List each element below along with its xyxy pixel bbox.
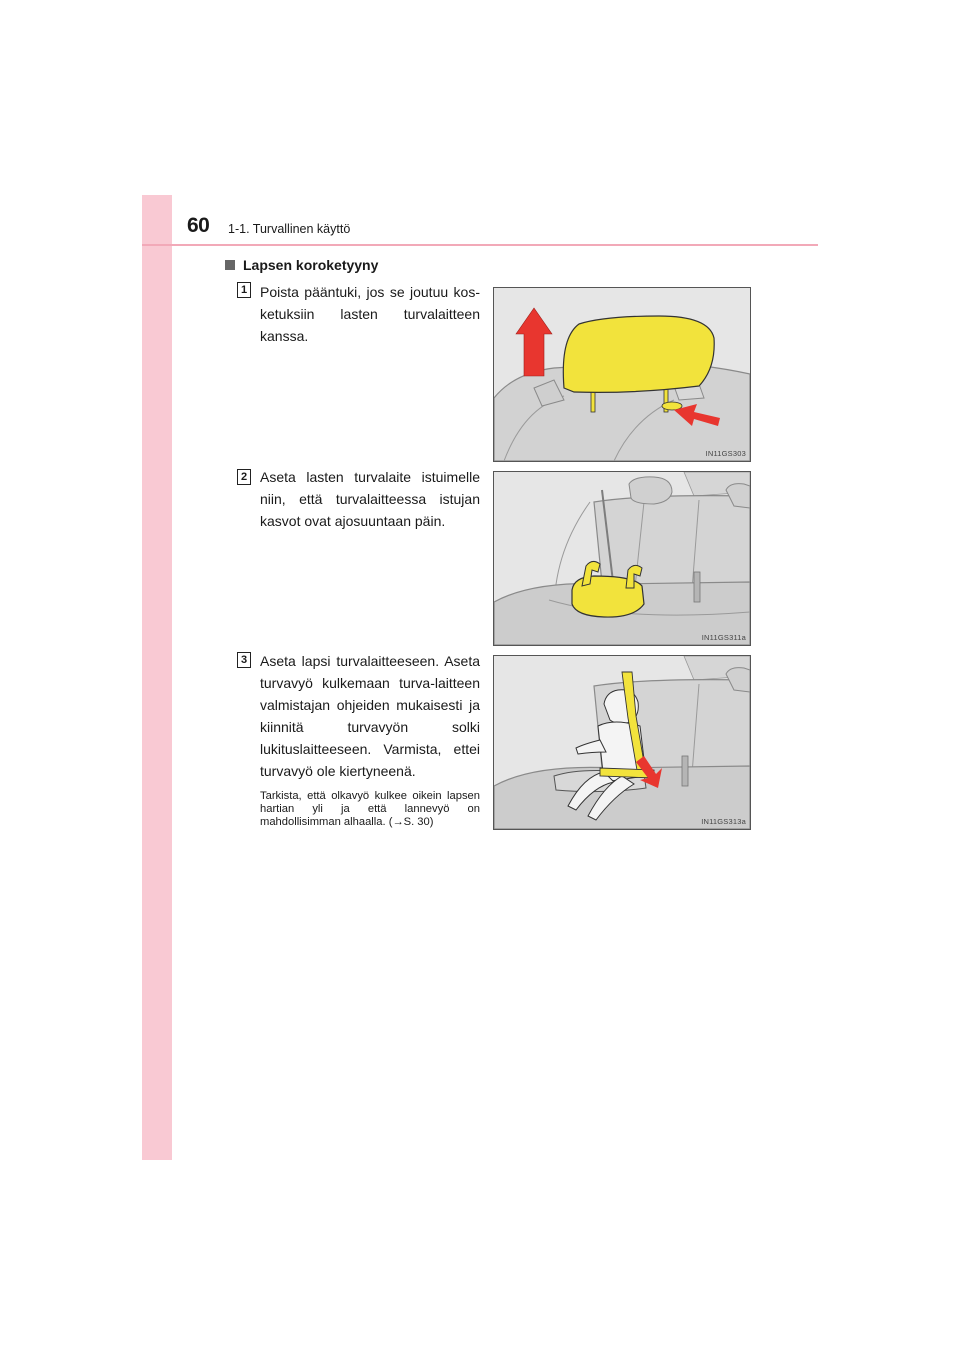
section-heading (225, 257, 378, 273)
step-1-text: Poista pääntuki, jos se joutuu kos-ketuksiin lasten turvalaitteen kanssa. (260, 284, 480, 344)
figure-remove-headrest (493, 287, 751, 462)
step-1-number: 1 (237, 282, 251, 298)
chapter-title: 1-1. Turvallinen käyttö (228, 222, 351, 236)
step-3-text: Aseta lapsi turvalaitteeseen. Aseta turvavyö kulkemaan turva-laitteen valmistajan ohjeiden mukaisesti ja kiinnitä turvavyön solki lukituslaitteeseen. Varmista, ettei turvavyö ole kiertyneenä. (260, 653, 480, 779)
figure-child-in-booster (493, 655, 751, 830)
section-title: Lapsen koroketyyny (243, 257, 379, 273)
step-3-number: 3 (237, 652, 251, 668)
header-divider (142, 244, 818, 246)
figure-code: IN11GS311a (701, 633, 746, 642)
square-bullet-icon (225, 260, 235, 270)
page-number: 60 (187, 214, 210, 237)
figure-code: IN11GS303 (705, 449, 746, 458)
step-2-text: Aseta lasten turvalaite istuimelle niin, että turvalaitteessa istujan kasvot ovat ajosuuntaan päin. (260, 469, 480, 529)
figure-booster-on-seat (493, 471, 751, 646)
step-2-number: 2 (237, 469, 251, 485)
chapter-sidebar-tab (142, 195, 172, 1160)
seatbelt-note: Tarkista, että olkavyö kulkee oikein lapsen hartian yli ja että lannevyö on mahdollisimman alhaalla. (→S. 30) (260, 790, 480, 828)
figure-code: IN11GS313a (701, 817, 746, 826)
